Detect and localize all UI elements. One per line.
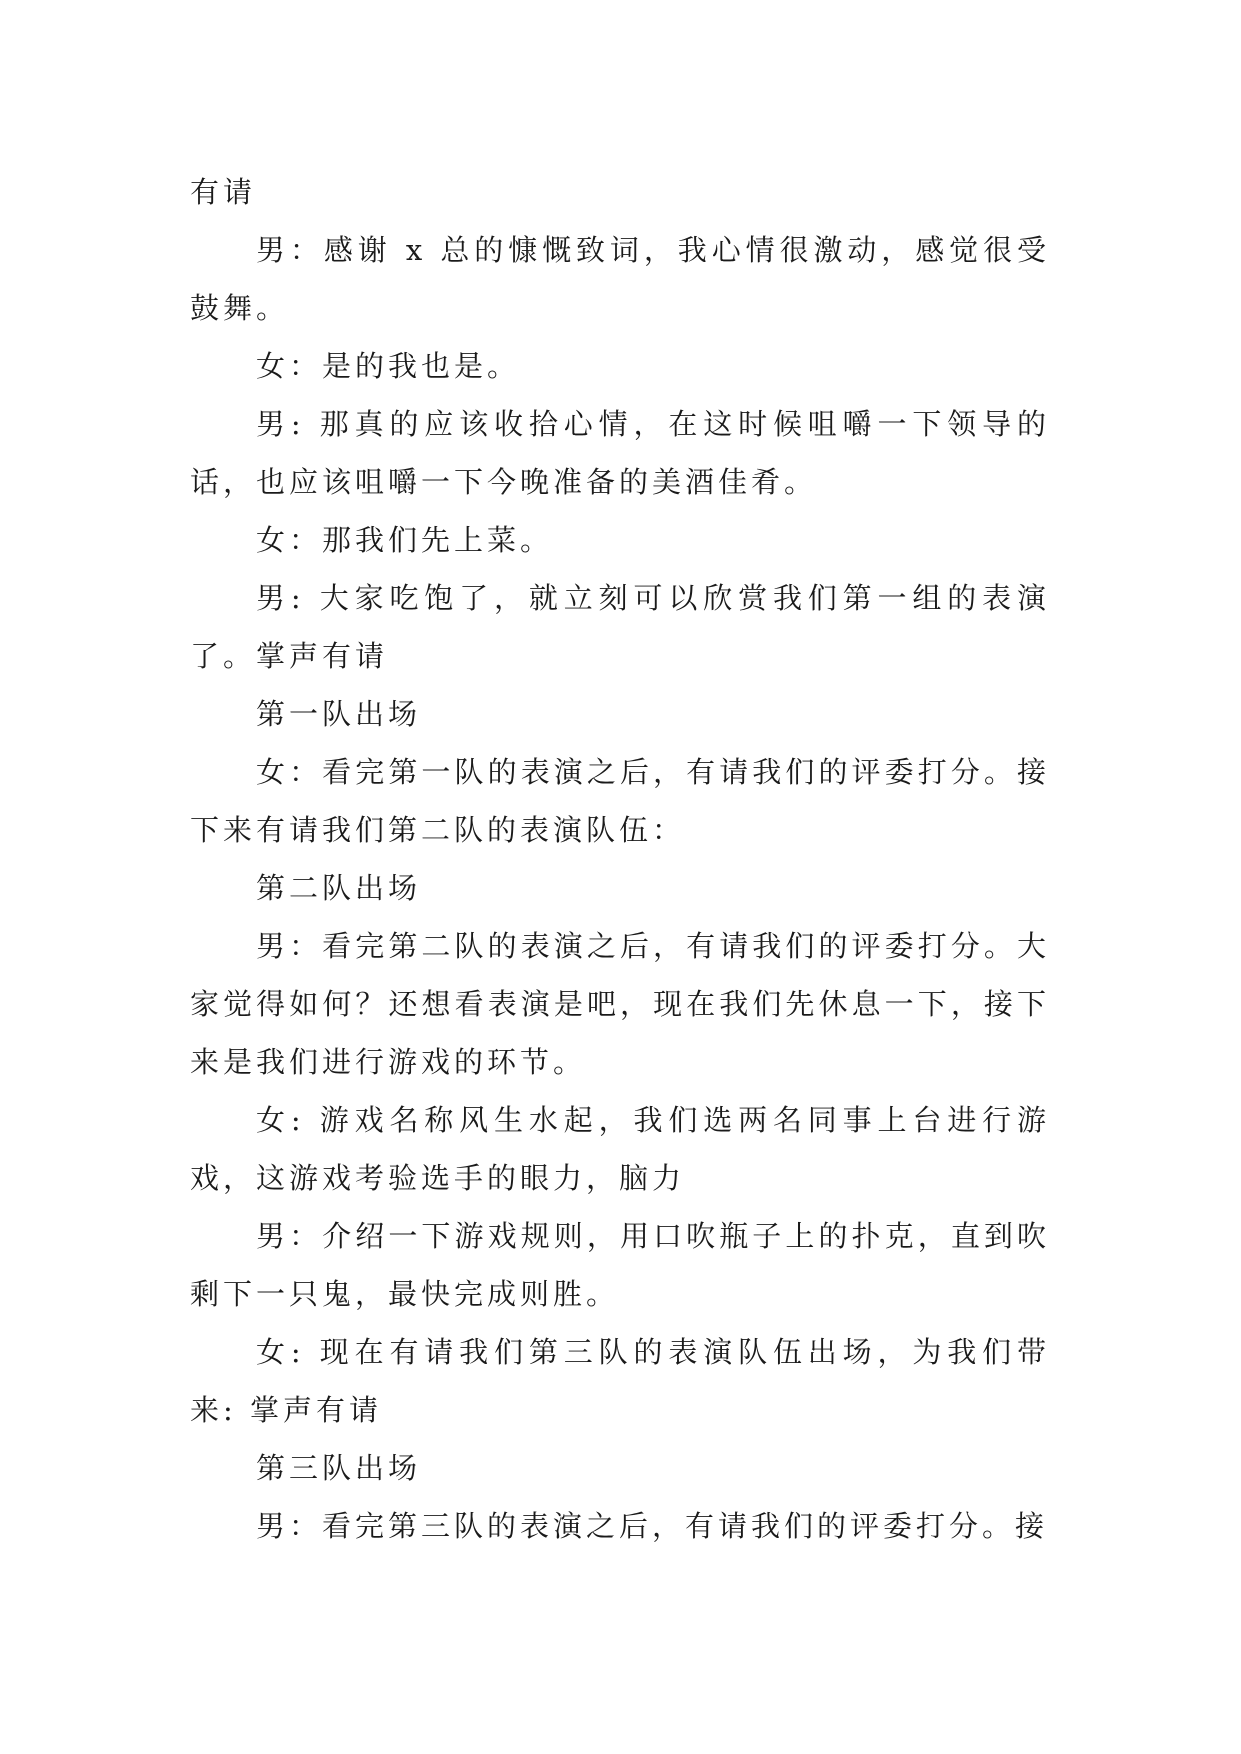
paragraph-10: 男：看完第二队的表演之后，有请我们的评委打分。大家觉得如何？还想看表演是吧，现在我们先休息一下，接下来是我们进行游戏的环节。 (190, 929, 1050, 1079)
paragraph-6: 男: 大家吃饱了，就立刻可以欣赏我们第一组的表演了。掌声有请 (190, 581, 1050, 673)
paragraph-2: 男：感谢 x 总的慷慨致词，我心情很激动，感觉很受鼓舞。 (190, 233, 1050, 325)
paragraph-1: 有请 (190, 175, 257, 209)
paragraph-11: 女: 游戏名称风生水起，我们选两名同事上台进行游戏，这游戏考验选手的眼力，脑力 (190, 1103, 1050, 1195)
document-body (190, 163, 1050, 1555)
paragraph-4: 男: 那真的应该收拾心情，在这时候咀嚼一下领导的话，也应该咀嚼一下今晚准备的美酒佳肴。 (190, 407, 1050, 499)
paragraph-12: 男：介绍一下游戏规则，用口吹瓶子上的扑克，直到吹剩下一只鬼，最快完成则胜。 (190, 1219, 1050, 1311)
paragraph-8: 女：看完第一队的表演之后，有请我们的评委打分。接下来有请我们第二队的表演队伍： (190, 755, 1050, 847)
paragraph-13: 女: 现在有请我们第三队的表演队伍出场，为我们带来: 掌声有请 (190, 1335, 1050, 1427)
paragraph-5: 女：那我们先上菜。 (256, 523, 554, 557)
paragraph-9: 第二队出场 (256, 871, 422, 905)
paragraph-7: 第一队出场 (256, 697, 422, 731)
paragraph-15: 男：看完第三队的表演之后，有请我们的评委打分。接 (256, 1509, 1049, 1543)
paragraph-14: 第三队出场 (256, 1451, 422, 1485)
paragraph-3: 女：是的我也是。 (256, 349, 521, 383)
